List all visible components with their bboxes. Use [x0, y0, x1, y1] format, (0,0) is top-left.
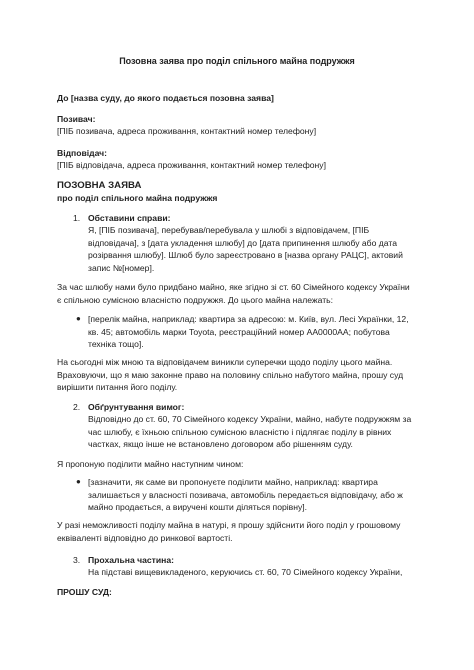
- plaintiff-label: Позивач:: [57, 114, 96, 124]
- bullet-marker: ●: [76, 314, 81, 323]
- paragraph-line: вирішити питання його поділу.: [57, 382, 178, 393]
- section-title: Прохальна частина:: [88, 555, 174, 565]
- section-line: Я, [ПІБ позивача], перебував/перебувала у шлюбі з відповідачем, [ПІБ: [88, 225, 370, 235]
- section-line: частках, якщо інше не встановлено договором або рішенням суду.: [88, 439, 353, 450]
- section-title: Обставини справи:: [88, 213, 171, 223]
- bullet-property: [88, 313, 418, 351]
- section-body: [88, 224, 420, 274]
- bullet-line: майно продається, а виручені кошти діляться порівну].: [88, 502, 308, 513]
- bullet-line: залишається у власності позивача, автомобіль передається відповідачу, або ж: [88, 489, 403, 500]
- bullet-line: [перелік майна, наприклад: квартира за адресою: м. Київ, вул. Лесі Українки, 12,: [88, 314, 409, 324]
- paragraph-line: Враховуючи, що я маю законне право на половину спільно набутого майна, прошу суд: [57, 369, 404, 380]
- plaintiff-details: [ПІБ позивача, адреса проживання, контактний номер телефону]: [57, 126, 317, 136]
- paragraph-compensation: [57, 519, 419, 544]
- bullet-line: кв. 45; автомобіль марки Toyota, реєстраційний номер АА0000АА; побутова: [88, 326, 390, 337]
- section-line: розірвання шлюбу]. Шлюб було зареєстровано в [назва органу РАЦС], актовий: [88, 250, 403, 261]
- section-body: [88, 566, 420, 579]
- defendant-label: Відповідач:: [57, 148, 108, 158]
- paragraph-line: За час шлюбу нами було придбано майно, яке згідно зі ст. 60 Сімейного кодексу України: [57, 282, 410, 292]
- section-number: 1.: [73, 213, 81, 223]
- bullet-line: техніка тощо].: [88, 339, 144, 350]
- claim-heading: ПОЗОВНА ЗАЯВА: [57, 180, 142, 191]
- section-line: запис №[номер].: [88, 262, 155, 273]
- section-number: 3.: [73, 555, 81, 565]
- paragraph-line: є спільною сумісною власністю подружжя. До цього майна належать:: [57, 294, 334, 305]
- request-heading: ПРОШУ СУД:: [57, 587, 112, 597]
- paragraph-line: На сьогодні між мною та відповідачем виникли суперечки щодо поділу цього майна.: [57, 357, 393, 367]
- bullet-division: [88, 476, 418, 514]
- bullet-line: [зазначити, як саме ви пропонуєте поділити майно, наприклад: квартира: [88, 477, 378, 487]
- section-title: Обґрунтування вимог:: [88, 402, 185, 412]
- section-line: час шлюбу, є їхньою спільною сумісною власністю і підлягає поділу в рівних: [88, 426, 392, 437]
- paragraph-line: У разі неможливості поділу майна в натурі, я прошу здійснити його поділ у грошовому: [57, 520, 401, 530]
- paragraph-property: [57, 281, 419, 306]
- bullet-marker: ●: [76, 477, 81, 486]
- defendant-details: [ПІБ відповідача, адреса проживання, контактний номер телефону]: [57, 160, 326, 170]
- paragraph-dispute: [57, 356, 419, 394]
- section-number: 2.: [73, 402, 81, 412]
- paragraph-line: еквіваленті відповідно до ринкової вартості.: [57, 532, 233, 543]
- court-line: До [назва суду, до якого подається позовна заява]: [57, 93, 274, 103]
- paragraph-proposal: Я пропоную поділити майно наступним чином:: [57, 459, 244, 469]
- document-title: Позовна заява про поділ спільного майна подружжя: [119, 56, 355, 66]
- section-line: На підставі вищевикладеного, керуючись ст. 60, 70 Сімейного кодексу України,: [88, 567, 403, 577]
- section-body: [88, 413, 420, 451]
- section-line: Відповідно до ст. 60, 70 Сімейного кодексу України, майно, набуте подружжям за: [88, 414, 412, 424]
- claim-subheading: про поділ спільного майна подружжя: [57, 193, 218, 203]
- section-line: відповідача], з [дата укладення шлюбу] до [дата припинення шлюбу або дата: [88, 237, 397, 248]
